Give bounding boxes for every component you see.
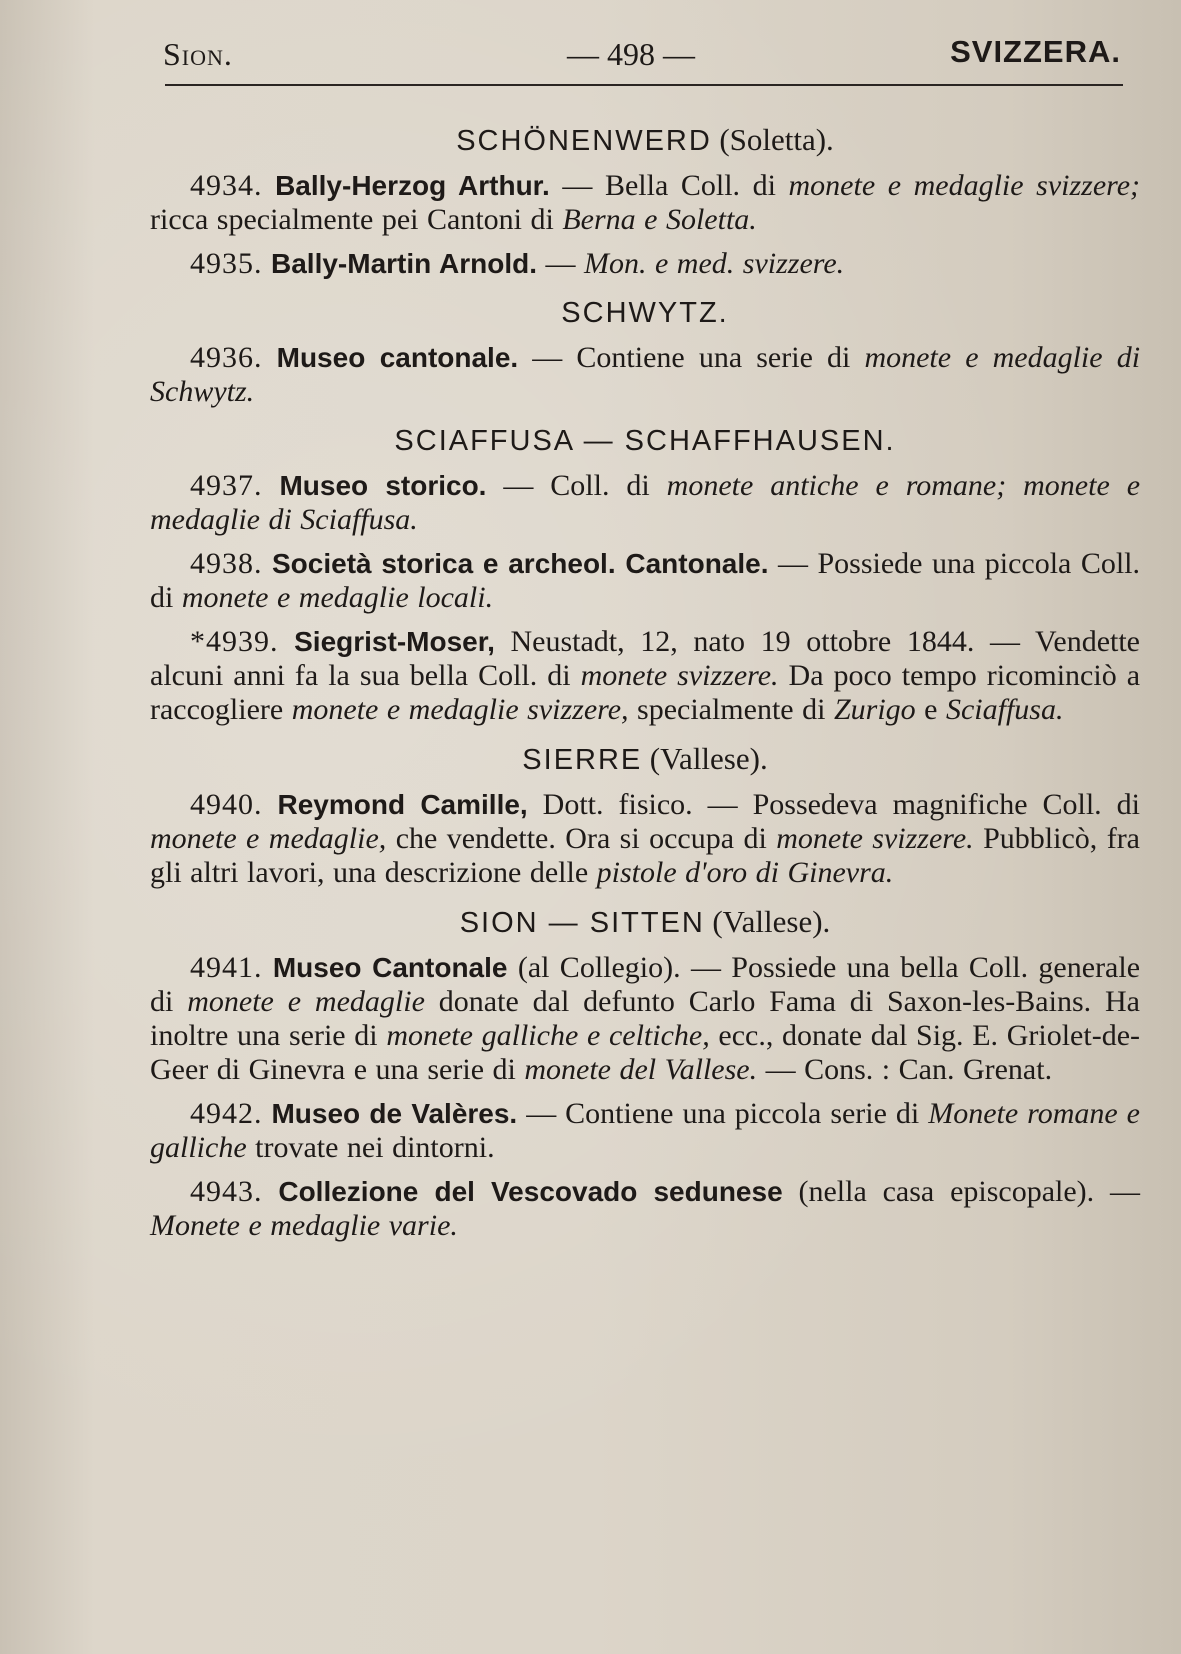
entry-text-italic: monete e medaglie svizzere; [788,169,1141,202]
entry-text: che vendette. Ora si occupa di [386,822,777,855]
catalog-entry [150,951,1140,1087]
entry-text-italic: Monete romane e galliche [150,1097,1140,1164]
section-heading [150,419,1140,463]
catalog-entry [150,247,1140,281]
city-name: SCIAFFUSA — SCHAFFHAUSEN. [394,425,896,457]
entry-text-italic: monete e medaglie, [150,822,387,855]
catalog-entry [150,1175,1140,1243]
catalog-entry [150,1097,1140,1165]
entry-name: Reymond Camille, [277,789,528,820]
entry-text: (nella casa episcopale). — [782,1175,1141,1208]
entry-name: Museo cantonale. [276,342,519,373]
city-name: SION — SITTEN [459,907,705,939]
header-rule [165,84,1123,86]
entry-number: 4934. [190,169,263,202]
section [150,900,1140,1243]
entry-text-italic: Sciaffusa. [945,693,1064,726]
city-name: SIERRE [522,744,643,776]
entry-name: Società storica e archeol. Cantonale. [271,548,769,579]
catalog-entry [150,788,1140,890]
entry-text: donate dal defunto Carlo Fama di Saxon-les-Bains. Ha inoltre una serie di [150,985,1140,1052]
entry-text-italic: monete e medaglie di Schwytz. [150,341,1141,408]
section-heading [150,737,1140,782]
section [150,118,1140,281]
section-heading [150,118,1140,163]
running-head-left: Sion. [163,36,233,72]
section [150,737,1140,890]
entry-name: Bally-Herzog Arthur. [275,170,550,201]
running-head [163,30,1131,80]
entry-text: trovate nei dintorni. [246,1131,495,1164]
entry-text-italic: monete galliche e celtiche, [386,1019,710,1052]
entry-text: — Contiene una piccola serie di [517,1097,929,1130]
section [150,419,1140,727]
section-heading [150,900,1140,945]
entry-text-italic: Zurigo [833,693,916,726]
entry-text-italic: monete del Vallese. [524,1053,758,1086]
entry-name: Museo Cantonale [272,952,508,983]
entry-text: specialmente di [628,693,834,726]
entry-number: 4940. [190,788,263,821]
catalog-entry [150,547,1140,615]
section-heading [150,291,1140,335]
entry-text-italic: monete e medaglie locali. [181,581,494,614]
entry-text: Pubblicò, fra gli altri lavori, una descrizione delle [150,822,1141,889]
entry-text-italic: pistole d'oro di Ginevra. [596,856,894,889]
entry-text: ricca specialmente pei Cantoni di [150,203,563,236]
entry-name: Museo de Valères. [271,1098,518,1129]
entry-text-italic: monete e medaglie svizzere, [291,693,629,726]
page-number: — 498 — [567,36,695,72]
entry-name: Bally-Martin Arnold. [271,248,537,279]
entry-number: 4935. [190,247,263,280]
entry-number: 4943. [190,1175,263,1208]
catalog-entry [150,469,1140,537]
entry-name: Collezione del Vescovado sedunese [278,1176,783,1207]
entry-text-italic: Mon. e med. svizzere. [583,247,845,280]
region-name: (Vallese). [712,904,831,939]
running-head-right: SVIZZERA. [950,34,1121,69]
entry-text: Da poco tempo ricominciò a raccogliere [150,659,1141,726]
entry-text: Dott. fisico. — Possedeva magnifiche Coll. di [527,788,1141,821]
catalog-entry [150,625,1140,727]
region-name: (Soletta). [719,122,834,157]
entry-text-italic: Monete e medaglie varie. [150,1209,458,1242]
entry-text: — Coll. di [486,469,667,502]
entry-number: *4939. [190,625,279,658]
entry-name: Museo storico. [279,470,487,501]
entry-text: — Cons. : Can. Grenat. [757,1053,1053,1086]
entry-number: 4941. [190,951,263,984]
entry-text-italic: monete antiche e romane; monete e medaglie di Sciaffusa. [150,469,1141,536]
entry-text: e [915,693,946,726]
entry-number: 4938. [190,547,263,580]
entry-text: — Contiene una serie di [518,341,865,374]
page-body [150,110,1140,1253]
entry-text: — Possiede una piccola Coll. di [150,547,1141,614]
entry-text: — [536,247,584,280]
entry-text: — Bella Coll. di [549,169,789,202]
catalog-entry [150,169,1140,237]
city-name: SCHWYTZ. [561,297,729,329]
entry-number: 4936. [190,341,263,374]
entry-text-italic: monete svizzere. [776,822,974,855]
entry-text-italic: monete svizzere. [580,659,779,692]
entry-text: ecc., donate dal Sig. E. Griolet-de-Geer di Ginevra e una serie di [150,1019,1141,1086]
entry-text: Neustadt, 12, nato 19 ottobre 1844. — Vendette alcuni anni fa la sua bella Coll. di [150,625,1140,692]
city-name: SCHÖNENWERD [456,125,712,157]
catalog-entry [150,341,1140,409]
entry-name: Siegrist-Moser, [294,626,495,657]
entry-text-italic: monete e medaglie [187,985,425,1018]
entry-number: 4937. [190,469,263,502]
entry-number: 4942. [190,1097,263,1130]
section [150,291,1140,409]
entry-text-italic: Berna e Soletta. [562,203,757,236]
entry-text: (al Collegio). — Possiede una bella Coll. generale di [150,951,1141,1018]
region-name: (Vallese). [649,741,768,776]
